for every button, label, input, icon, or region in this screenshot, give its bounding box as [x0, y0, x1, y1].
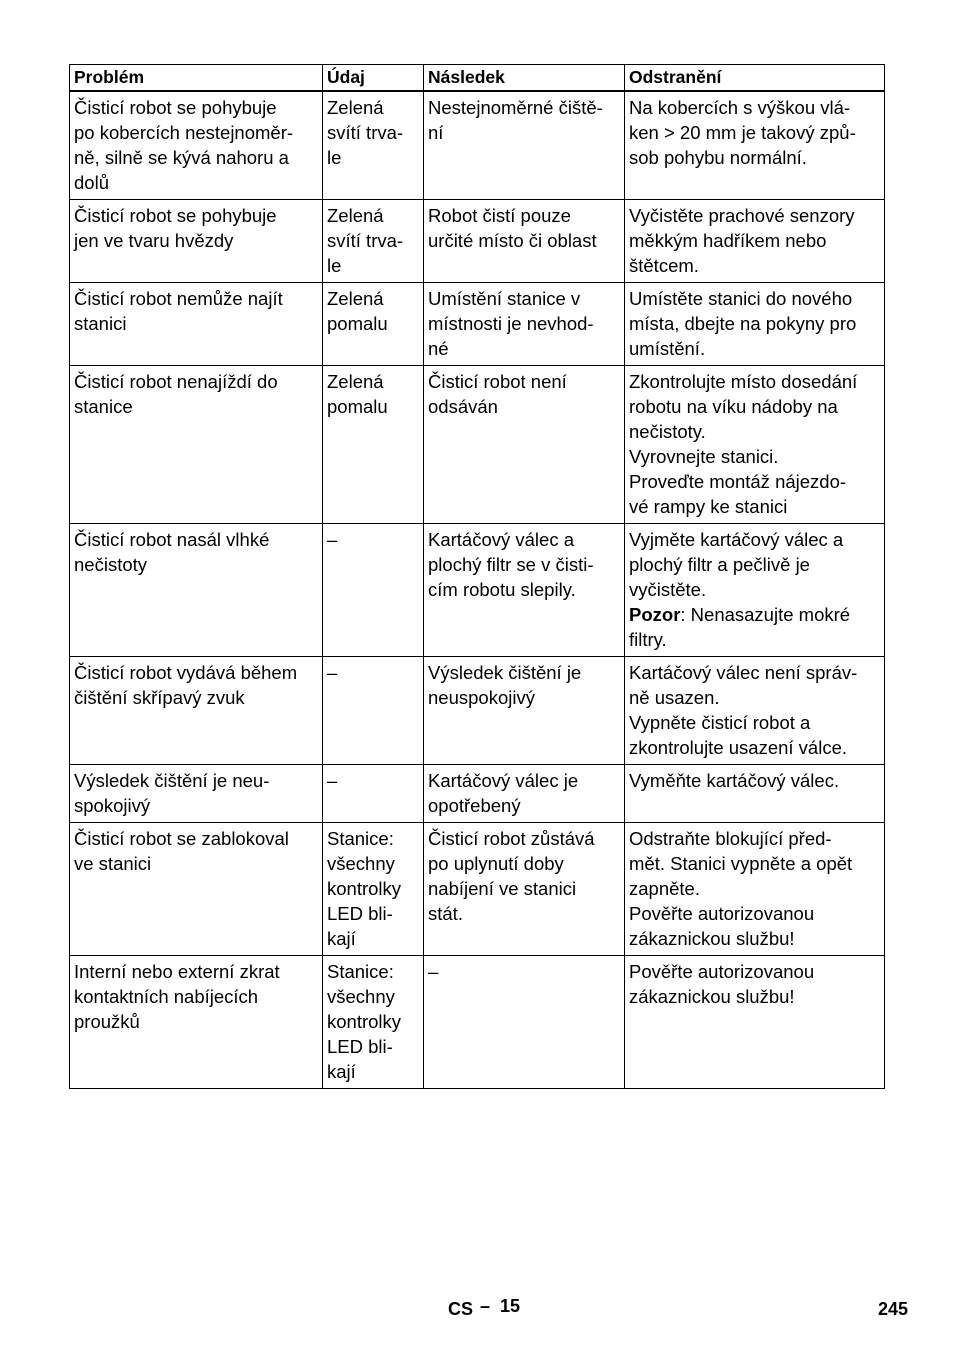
cell-line: svítí trva-	[327, 230, 404, 251]
cell-line: Výsledek čištění je	[428, 662, 582, 683]
cell-line: Pověřte autorizovanou	[629, 961, 815, 982]
cell-line: pomalu	[327, 396, 388, 417]
cell-line: Zelená	[327, 205, 384, 226]
cell-line: sob pohybu normální.	[629, 147, 807, 168]
cell-line: štětcem.	[629, 255, 699, 276]
cell-problem	[70, 956, 323, 1089]
cell-line: Zelená	[327, 97, 384, 118]
cell-problem	[70, 524, 323, 657]
cell-line: le	[327, 255, 342, 276]
cell-line: určité místo či oblast	[428, 230, 597, 251]
cell-line: –	[327, 662, 338, 683]
cell-consequence	[424, 524, 625, 657]
cell-line: zákaznickou službu!	[629, 986, 795, 1007]
cell-line: Čisticí robot se zablokoval	[74, 828, 289, 849]
cell-consequence	[424, 200, 625, 283]
cell-line: stanice	[74, 396, 133, 417]
cell-line: Čisticí robot nemůže najít	[74, 288, 283, 309]
cell-line: Pověřte autorizovanou	[629, 903, 815, 924]
cell-line: opotřebený	[428, 795, 521, 816]
cell-line: místa, dbejte na pokyny pro	[629, 313, 857, 334]
cell-line: svítí trva-	[327, 122, 404, 143]
cell-line: Vyměňte kartáčový válec.	[629, 770, 840, 791]
cell-line: ní	[428, 122, 444, 143]
cell-line: spokojivý	[74, 795, 151, 816]
cell-line: Zkontrolujte místo dosedání	[629, 371, 858, 392]
cell-line: Proveďte montáž nájezdo-	[629, 471, 847, 492]
cell-line: ve stanici	[74, 853, 152, 874]
cell-line: místnosti je nevhod-	[428, 313, 594, 334]
cell-problem	[70, 657, 323, 765]
cell-line: Čisticí robot nenajíždí do	[74, 371, 278, 392]
cell-line: všechny	[327, 986, 395, 1007]
cell-remedy	[625, 283, 885, 366]
cell-indication	[323, 524, 424, 657]
cell-line: kontaktních nabíjecích	[74, 986, 259, 1007]
cell-line: Vypněte čisticí robot a	[629, 712, 811, 733]
cell-line: mět. Stanici vypněte a opět	[629, 853, 853, 874]
cell-line: Čisticí robot se pohybuje	[74, 205, 277, 226]
cell-line: Čisticí robot se pohybuje	[74, 97, 277, 118]
cell-line: plochý filtr a pečlivě je	[629, 554, 810, 575]
warning-line	[629, 602, 880, 627]
footer-dash: –	[480, 1296, 491, 1316]
cell-line: po kobercích nestejnoměr-	[74, 122, 294, 143]
cell-line: LED bli-	[327, 1036, 393, 1057]
cell-line: LED bli-	[327, 903, 393, 924]
cell-line: Stanice:	[327, 961, 394, 982]
cell-line: měkkým hadříkem nebo	[629, 230, 827, 251]
cell-consequence	[424, 657, 625, 765]
cell-indication	[323, 657, 424, 765]
cell-line: –	[327, 770, 338, 791]
footer-page-number: 245	[878, 1299, 909, 1319]
cell-line: Zelená	[327, 371, 384, 392]
table-row	[70, 366, 885, 524]
cell-line: Vyjměte kartáčový válec a	[629, 529, 844, 550]
cell-line: Čisticí robot vydává během	[74, 662, 298, 683]
cell-indication	[323, 823, 424, 956]
cell-line: Umístění stanice v	[428, 288, 581, 309]
cell-remedy	[625, 200, 885, 283]
cell-line: neuspokojivý	[428, 687, 535, 708]
cell-problem	[70, 283, 323, 366]
cell-indication	[323, 283, 424, 366]
cell-problem	[70, 765, 323, 823]
cell-indication	[323, 91, 424, 200]
cell-line: kají	[327, 1061, 356, 1082]
cell-line: Zelená	[327, 288, 384, 309]
cell-line: Kartáčový válec není správ-	[629, 662, 858, 683]
cell-line: –	[327, 529, 338, 550]
cell-remedy	[625, 657, 885, 765]
cell-line: čištění skřípavý zvuk	[74, 687, 245, 708]
table-row	[70, 91, 885, 200]
cell-line: Čisticí robot není	[428, 371, 567, 392]
cell-indication	[323, 200, 424, 283]
cell-line: jen ve tvaru hvězdy	[74, 230, 234, 251]
cell-line: cím robotu slepily.	[428, 579, 576, 600]
header-consequence: Následek	[424, 65, 625, 92]
cell-remedy	[625, 765, 885, 823]
header-indication: Údaj	[323, 65, 424, 92]
cell-line: nečistoty.	[629, 421, 706, 442]
cell-line: Výsledek čištění je neu-	[74, 770, 270, 791]
cell-line: po uplynutí doby	[428, 853, 564, 874]
cell-problem	[70, 91, 323, 200]
cell-line: Umístěte stanici do nového	[629, 288, 853, 309]
cell-line: –	[428, 961, 439, 982]
cell-consequence	[424, 823, 625, 956]
cell-line: nabíjení ve stanici	[428, 878, 577, 899]
cell-indication	[323, 956, 424, 1089]
cell-line: dolů	[74, 172, 109, 193]
cell-remedy	[625, 956, 885, 1089]
table-row	[70, 956, 885, 1089]
cell-line: Odstraňte blokující před-	[629, 828, 832, 849]
cell-line: zákaznickou službu!	[629, 928, 795, 949]
cell-line: zkontrolujte usazení válce.	[629, 737, 848, 758]
cell-line: vyčistěte.	[629, 579, 707, 600]
cell-problem	[70, 200, 323, 283]
cell-line: nečistoty	[74, 554, 148, 575]
cell-line: le	[327, 147, 342, 168]
table-row	[70, 524, 885, 657]
cell-consequence	[424, 366, 625, 524]
cell-line: pomalu	[327, 313, 388, 334]
warning-continuation: filtry.	[629, 629, 667, 650]
cell-line: ken > 20 mm je takový způ-	[629, 122, 856, 143]
table-row	[70, 283, 885, 366]
table-row	[70, 200, 885, 283]
cell-indication	[323, 366, 424, 524]
cell-line: Robot čistí pouze	[428, 205, 571, 226]
cell-consequence	[424, 91, 625, 200]
warning-label: Pozor	[629, 604, 681, 625]
cell-line: Interní nebo externí zkrat	[74, 961, 280, 982]
cell-consequence	[424, 765, 625, 823]
footer-section-page: 15	[500, 1296, 521, 1316]
cell-remedy	[625, 823, 885, 956]
cell-line: ně, silně se kývá nahoru a	[74, 147, 289, 168]
cell-line: Kartáčový válec a	[428, 529, 575, 550]
cell-line: umístění.	[629, 338, 706, 359]
warning-text: : Nenasazujte mokré	[680, 604, 851, 625]
cell-line: Nestejnoměrné čiště-	[428, 97, 603, 118]
footer-language: CS	[448, 1299, 474, 1319]
cell-line: Na kobercích s výškou vlá-	[629, 97, 851, 118]
header-problem: Problém	[70, 65, 323, 92]
cell-consequence	[424, 283, 625, 366]
cell-line: zapněte.	[629, 878, 700, 899]
cell-problem	[70, 366, 323, 524]
cell-line: Stanice:	[327, 828, 394, 849]
cell-line: plochý filtr se v čisti-	[428, 554, 594, 575]
cell-consequence	[424, 956, 625, 1089]
cell-line: Kartáčový válec je	[428, 770, 579, 791]
cell-problem	[70, 823, 323, 956]
cell-remedy	[625, 91, 885, 200]
cell-line: vé rampy ke stanici	[629, 496, 788, 517]
cell-remedy	[625, 366, 885, 524]
table-row	[70, 657, 885, 765]
cell-line: odsáván	[428, 396, 498, 417]
cell-indication	[323, 765, 424, 823]
cell-line: všechny	[327, 853, 395, 874]
cell-line: ně usazen.	[629, 687, 720, 708]
cell-line: stanici	[74, 313, 127, 334]
cell-line: Čisticí robot zůstává	[428, 828, 595, 849]
cell-line: kontrolky	[327, 878, 402, 899]
header-remedy: Odstranění	[625, 65, 885, 92]
cell-line: stát.	[428, 903, 463, 924]
cell-line: proužků	[74, 1011, 140, 1032]
table-row	[70, 765, 885, 823]
table-row	[70, 823, 885, 956]
cell-remedy	[625, 524, 885, 657]
table-header-row	[70, 65, 885, 92]
cell-line: né	[428, 338, 449, 359]
cell-line: kají	[327, 928, 356, 949]
cell-line: Vyrovnejte stanici.	[629, 446, 779, 467]
cell-line: Vyčistěte prachové senzory	[629, 205, 855, 226]
cell-line: Čisticí robot nasál vlhké	[74, 529, 270, 550]
cell-line: robotu na víku nádoby na	[629, 396, 838, 417]
cell-line: kontrolky	[327, 1011, 402, 1032]
troubleshooting-table	[69, 64, 885, 1089]
